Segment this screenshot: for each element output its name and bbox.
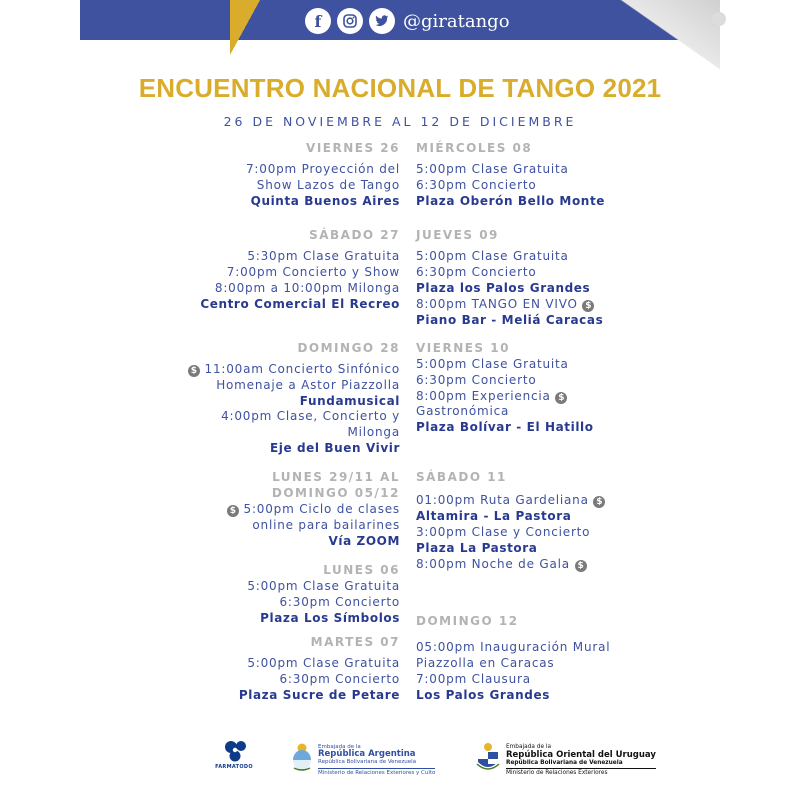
event-line xyxy=(416,389,567,405)
day-heading: LUNES 29/11 AL xyxy=(272,470,400,484)
venue-name: Plaza Los Símbolos xyxy=(260,611,400,625)
uruguay-embassy-logo xyxy=(474,742,656,778)
event-line: 6:30pm Concierto xyxy=(416,373,537,387)
edge-circle-decoration xyxy=(712,12,726,26)
venue-name: Vía ZOOM xyxy=(328,534,400,548)
event-line: 7:00pm Proyección del xyxy=(245,162,400,176)
event-line: 8:00pm a 10:00pm Milonga xyxy=(214,281,400,295)
event-line: 6:30pm Concierto xyxy=(279,672,400,686)
event-line-text: 8:00pm Noche de Gala xyxy=(416,557,570,571)
embassy-ministry: Ministerio de Relaciones Exteriores y Culto xyxy=(318,769,436,776)
event-line: 6:30pm Concierto xyxy=(416,265,537,279)
event-title: ENCUENTRO NACIONAL DE TANGO 2021 xyxy=(138,73,662,103)
day-heading: DOMINGO 28 xyxy=(297,341,400,355)
event-line: 5:00pm Clase Gratuita xyxy=(247,656,400,670)
paid-event-icon: $ xyxy=(582,300,594,312)
social-handle[interactable]: @giratango xyxy=(403,10,510,32)
event-line: Piazzolla en Caracas xyxy=(416,656,555,670)
event-line: 7:00pm Clausura xyxy=(416,672,531,686)
venue-name: Quinta Buenos Aires xyxy=(250,194,400,208)
event-line: 5:00pm Clase Gratuita xyxy=(247,579,400,593)
venue-name: Plaza Bolívar - El Hatillo xyxy=(416,420,594,434)
paid-event-icon: $ xyxy=(555,392,567,404)
argentina-embassy-logo xyxy=(290,742,460,778)
event-line: Milonga xyxy=(347,425,400,439)
event-line xyxy=(227,502,400,518)
schedule-right-column xyxy=(416,0,656,800)
embassy-line: República Bolivariana de Venezuela xyxy=(318,759,417,766)
day-heading: LUNES 06 xyxy=(323,563,400,577)
uruguay-coat-of-arms-icon xyxy=(474,742,502,774)
event-line-text: 8:00pm Experiencia xyxy=(416,389,551,403)
day-heading: DOMINGO 12 xyxy=(416,614,519,628)
schedule-left-column xyxy=(120,0,400,800)
event-line-text: 5:00pm Ciclo de clases xyxy=(243,502,400,516)
event-line: 5:00pm Clase Gratuita xyxy=(416,357,569,371)
event-line xyxy=(416,557,587,573)
venue-name: Plaza La Pastora xyxy=(416,541,538,555)
venue-name: Piano Bar - Meliá Caracas xyxy=(416,313,604,327)
event-line: 5:00pm Clase Gratuita xyxy=(416,249,569,263)
event-line: 5:00pm Clase Gratuita xyxy=(416,162,569,176)
paid-event-icon: $ xyxy=(188,365,200,377)
embassy-country: República Argentina xyxy=(318,749,416,760)
event-line: 5:30pm Clase Gratuita xyxy=(247,249,400,263)
event-line: Gastronómica xyxy=(416,404,510,418)
day-heading: VIERNES 26 xyxy=(306,141,400,155)
argentina-coat-of-arms-icon xyxy=(290,742,314,772)
embassy-country: República Oriental del Uruguay xyxy=(506,749,656,760)
event-line-text: 8:00pm TANGO EN VIVO xyxy=(416,297,578,311)
paid-event-icon: $ xyxy=(227,505,239,517)
event-dates: 26 DE NOVIEMBRE AL 12 DE DICIEMBRE xyxy=(223,114,577,129)
day-heading: DOMINGO 05/12 xyxy=(271,486,400,500)
venue-name: Plaza Oberón Bello Monte xyxy=(416,194,606,208)
uruguay-embassy-text xyxy=(506,744,656,777)
event-line xyxy=(416,493,605,509)
event-line-text: 01:00pm Ruta Gardeliana xyxy=(416,493,589,507)
farmatodo-logo xyxy=(214,740,254,774)
event-line xyxy=(416,297,594,313)
farmatodo-mark-icon xyxy=(222,740,248,762)
event-line: online para bailarines xyxy=(252,518,400,532)
event-line: Homenaje a Astor Piazzolla xyxy=(216,378,400,392)
venue-name: Plaza los Palos Grandes xyxy=(416,281,591,295)
day-heading: MARTES 07 xyxy=(310,635,400,649)
event-line: Show Lazos de Tango xyxy=(256,178,400,192)
venue-name: Centro Comercial El Recreo xyxy=(200,297,400,311)
embassy-line: República Bolivariana de Venezuela xyxy=(506,759,623,766)
venue-name: Fundamusical xyxy=(299,394,400,408)
day-heading: SÁBADO 11 xyxy=(416,470,507,484)
venue-name: Los Palos Grandes xyxy=(416,688,550,702)
paid-event-icon: $ xyxy=(575,560,587,572)
day-heading: SÁBADO 27 xyxy=(309,228,400,242)
embassy-line: Embajada de la xyxy=(506,744,552,750)
embassy-line: Embajada de la xyxy=(318,744,361,750)
facebook-icon[interactable]: f xyxy=(305,8,331,34)
day-heading: JUEVES 09 xyxy=(416,228,499,242)
event-line: 3:00pm Clase y Concierto xyxy=(416,525,591,539)
paid-event-icon: $ xyxy=(593,496,605,508)
event-line: 6:30pm Concierto xyxy=(279,595,400,609)
event-line-text: 11:00am Concierto Sinfónico xyxy=(204,362,400,376)
event-line xyxy=(188,362,400,378)
farmatodo-wordmark: FARMATODO xyxy=(215,764,253,770)
event-line: 6:30pm Concierto xyxy=(416,178,537,192)
day-heading: VIERNES 10 xyxy=(416,341,510,355)
argentina-embassy-text xyxy=(318,744,435,776)
event-line: 05:00pm Inauguración Mural xyxy=(416,640,611,654)
event-line: 7:00pm Concierto y Show xyxy=(226,265,400,279)
embassy-ministry: Ministerio de Relaciones Exteriores xyxy=(506,768,656,777)
venue-name: Eje del Buen Vivir xyxy=(269,441,400,455)
venue-name: Altamira - La Pastora xyxy=(416,509,572,523)
venue-name: Plaza Sucre de Petare xyxy=(238,688,400,702)
event-line: 4:00pm Clase, Concierto y xyxy=(221,409,400,423)
day-heading: MIÉRCOLES 08 xyxy=(416,141,533,155)
